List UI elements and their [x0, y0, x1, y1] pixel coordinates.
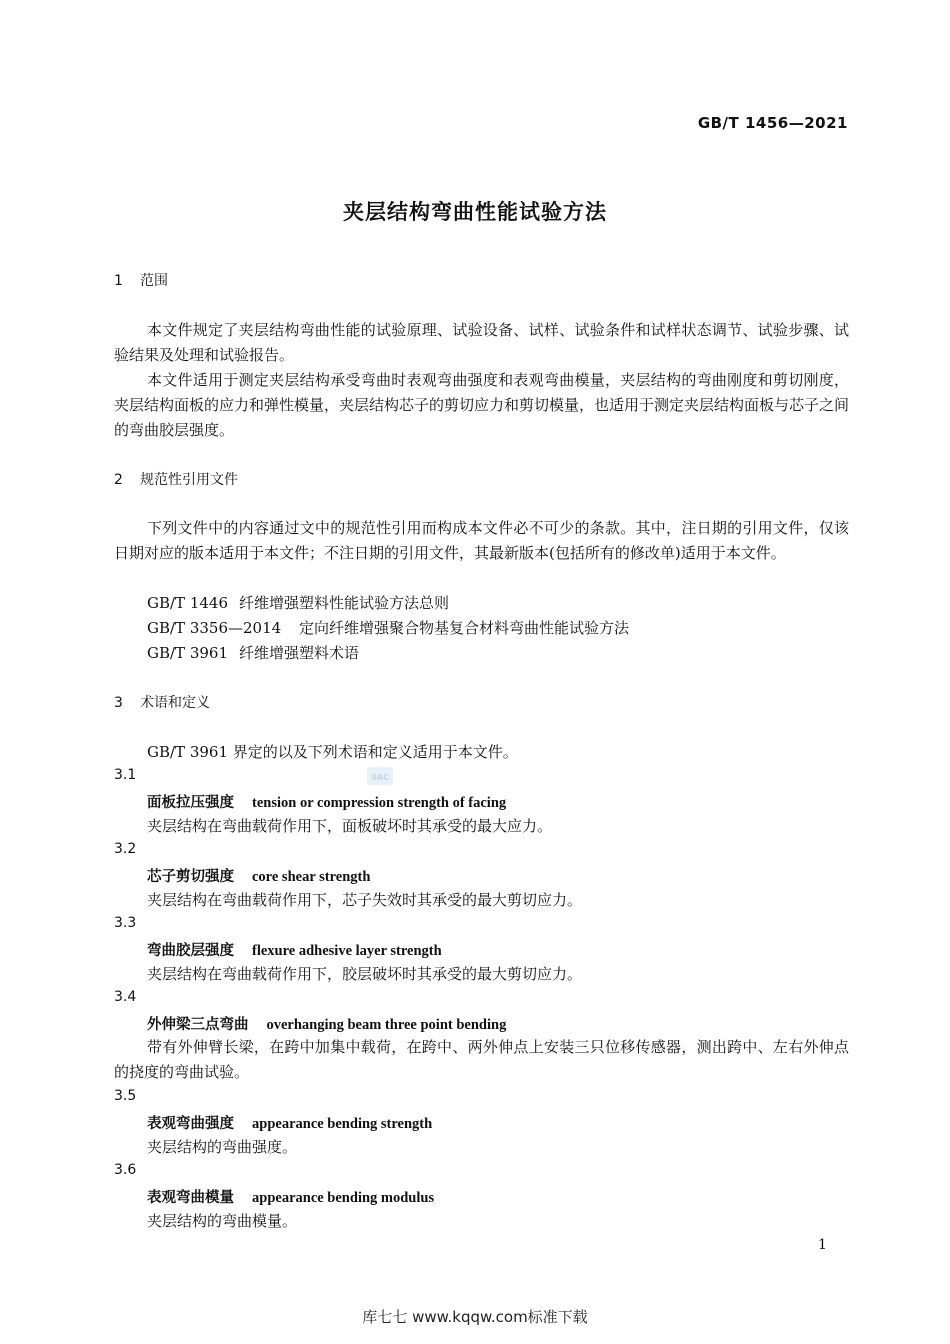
term-heading [147, 791, 506, 812]
reference-code: GB/T 3961 [147, 644, 229, 662]
term-en: appearance bending modulus [252, 1190, 435, 1206]
reference-item [147, 642, 359, 663]
section-3-intro: GB/T 3961 界定的以及下列术语和定义适用于本文件。 [147, 743, 518, 761]
term-zh: 芯子剪切强度 [147, 868, 234, 885]
term-zh: 外伸梁三点弯曲 [147, 1016, 249, 1033]
term-zh: 弯曲胶层强度 [147, 942, 234, 959]
section-2-paragraph: 下列文件中的内容通过文中的规范性引用而构成本文件必不可少的条款。其中，注日期的引用文件，仅该日期对应的版本适用于本文件；不注日期的引用文件，其最新版本(包括所有的修改单)适用于本文件。 [114, 519, 849, 562]
section-title: 范围 [140, 273, 168, 289]
reference-title: 定向纤维增强聚合物基复合材料弯曲性能试验方法 [299, 619, 630, 637]
section-number: 1 [114, 273, 123, 289]
term-definition: 夹层结构在弯曲载荷作用下，胶层破坏时其承受的最大剪切应力。 [147, 965, 583, 983]
section-number: 2 [114, 472, 123, 488]
term-heading [147, 1186, 434, 1207]
term-definition: 夹层结构在弯曲载荷作用下，面板破坏时其承受的最大应力。 [147, 817, 553, 835]
standard-number: GB/T 1456—2021 [697, 114, 848, 132]
term-number: 3.4 [114, 989, 137, 1005]
section-1-paragraph-2: 本文件适用于测定夹层结构承受弯曲时表观弯曲强度和表观弯曲模量，夹层结构的弯曲刚度和剪切刚度，夹层结构面板的应力和弹性模量，夹层结构芯子的剪切应力和剪切模量，也适用于测定夹层结构面板与芯子之间的弯曲胶层强度。 [114, 371, 850, 439]
document-title: 夹层结构弯曲性能试验方法 [343, 200, 607, 224]
term-definition: 夹层结构的弯曲强度。 [147, 1138, 298, 1156]
term-number: 3.3 [114, 915, 137, 931]
page-number: 1 [818, 1237, 827, 1253]
term-heading [147, 1013, 506, 1034]
reference-title: 纤维增强塑料性能试验方法总则 [239, 594, 450, 612]
section-1-paragraph-1: 本文件规定了夹层结构弯曲性能的试验原理、试验设备、试样、试验条件和试样状态调节、试验步骤、试验结果及处理和试验报告。 [114, 321, 849, 364]
section-number: 3 [114, 695, 123, 711]
term-number: 3.1 [114, 767, 137, 783]
section-1-heading [114, 270, 168, 290]
term-en: flexure adhesive layer strength [252, 943, 442, 959]
reference-item [147, 617, 629, 638]
reference-title: 纤维增强塑料术语 [239, 644, 360, 662]
term-number: 3.6 [114, 1162, 137, 1178]
term-en: overhanging beam three point bending [266, 1017, 507, 1033]
term-heading [147, 1112, 432, 1133]
term-number: 3.5 [114, 1088, 137, 1104]
term-heading [147, 939, 442, 960]
section-3-heading [114, 692, 210, 712]
section-2-heading [114, 469, 238, 489]
term-en: core shear strength [252, 869, 371, 885]
term-en: appearance bending strength [252, 1116, 433, 1132]
footer-source-text: 库七七 www.kqqw.com标准下载 [362, 1308, 588, 1326]
term-en: tension or compression strength of facing [252, 795, 507, 811]
reference-code: GB/T 3356—2014 [147, 619, 282, 637]
reference-code: GB/T 1446 [147, 594, 229, 612]
term-definition: 夹层结构在弯曲载荷作用下，芯子失效时其承受的最大剪切应力。 [147, 891, 583, 909]
watermark-text: SAC [371, 773, 389, 782]
section-title: 术语和定义 [140, 695, 210, 711]
term-definition: 带有外伸臂长梁，在跨中加集中载荷，在跨中、两外伸点上安装三只位移传感器，测出跨中、左右外伸点的挠度的弯曲试验。 [114, 1038, 849, 1081]
term-definition: 夹层结构的弯曲模量。 [147, 1212, 298, 1230]
term-zh: 面板拉压强度 [147, 794, 234, 811]
term-zh: 表观弯曲模量 [147, 1189, 234, 1206]
term-heading [147, 865, 370, 886]
section-title: 规范性引用文件 [140, 472, 238, 488]
term-number: 3.2 [114, 841, 137, 857]
term-zh: 表观弯曲强度 [147, 1115, 234, 1132]
sac-watermark-logo [367, 767, 393, 785]
reference-item [147, 592, 449, 613]
